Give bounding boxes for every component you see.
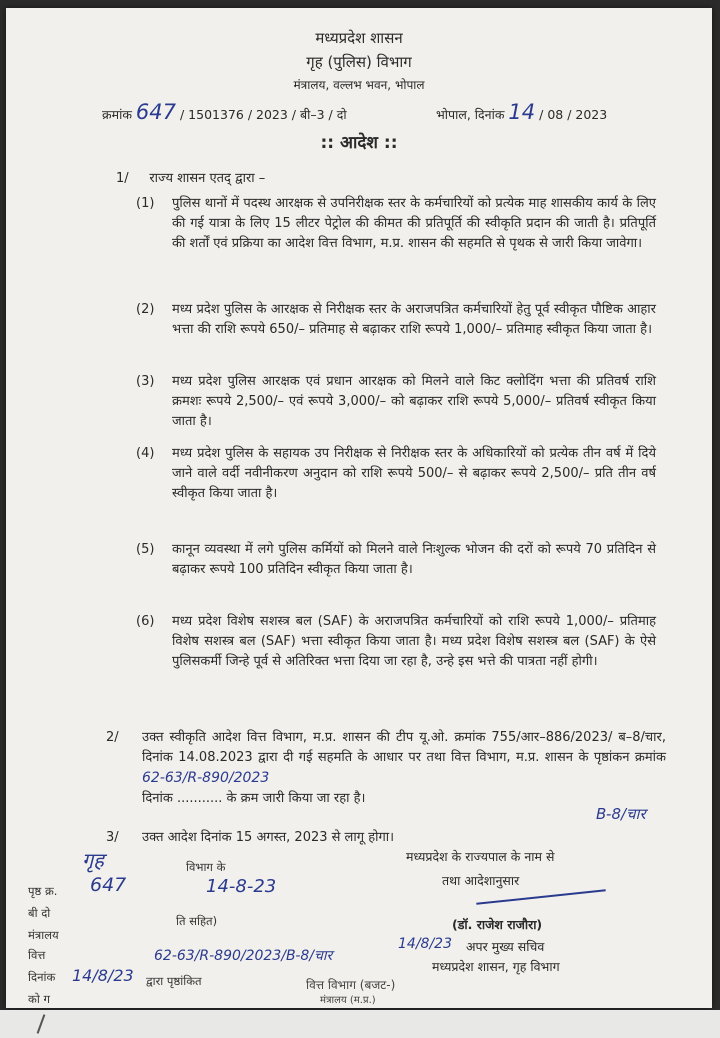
- reference-date: भोपाल, दिनांक 14 / 08 / 2023: [436, 100, 608, 124]
- forward-bdo-label: बी दो: [28, 906, 51, 920]
- signatory-name: (डॉ. राजेश राजौरा): [452, 917, 543, 932]
- section-3: 3/ उक्त आदेश दिनांक 15 अगस्त, 2023 से लागू होगा।: [106, 830, 395, 845]
- forward-dept-label: विभाग के: [186, 860, 226, 874]
- signature-scribble: [476, 889, 605, 905]
- handwritten-endorsement-ref: 62-63/R-890/2023: [142, 770, 270, 786]
- department-name: गृह (पुलिस) विभाग: [306, 53, 412, 71]
- next-page-strip: [0, 1010, 720, 1038]
- govt-name: मध्यप्रदेश शासन: [315, 29, 403, 47]
- signatory-designation: अपर मुख्य सचिव: [466, 939, 545, 954]
- forward-ko-label: को ग: [28, 992, 50, 1006]
- handwritten-day: 14: [508, 100, 536, 124]
- handwritten-branch: B-8/चार: [596, 805, 646, 823]
- authority-line-2: तथा आदेशानुसार: [442, 873, 520, 888]
- handwritten-forward-dept: गृह: [82, 848, 104, 872]
- forward-endorsed-label: द्वारा पृष्ठांकित: [146, 974, 202, 988]
- clause-4: (4) मध्य प्रदेश पुलिस के सहायक उप निरीक्षक से निरीक्षक स्तर के अधिकारियों को प्रत्येक तीन वर्ष में दिये जाने वाले वर्दी नवीनीकरण अनुदान को राशि रूपये 500/– से बढ़ाकर रूपये 2,500/– प्रति तीन वर्ष स्वीकृत किया जाता है।: [136, 446, 656, 501]
- reference-number: क्रमांक 647 / 1501376 / 2023 / बी–3 / दो: [102, 100, 347, 124]
- handwritten-ref-no: 647: [135, 100, 176, 124]
- clause-6: (6) मध्य प्रदेश विशेष सशस्त्र बल (SAF) के अराजपत्रित कर्मचारियों को राशि रूपये 1,000/– प्रतिमाह विशेष सशस्त्र बल (SAF) भत्ता स्वीकृत किया जाता है। मध्य प्रदेश विशेष सशस्त्र बल (SAF) के ऐसे पुलिसकर्मी जिन्हे पूर्व से अतिरिक्त भत्ता दिया जा रहा है, उन्हे इस भत्ते की पात्रता नहीं होगी।: [136, 614, 656, 669]
- forward-date-2: 14/8/23: [72, 966, 134, 985]
- clause-3: (3) मध्य प्रदेश पुलिस आरक्षक एवं प्रधान आरक्षक को मिलने वाले किट क्लोदिंग भत्ता की प्रतिवर्ष राशि क्रमशः रूपये 2,500/– एवं रूपये 3,000/– को बढ़ाकर राशि रूपये 5,000/– प्रतिवर्ष स्वीकृत किया जाता है।: [136, 374, 656, 429]
- finance-stamp-line1: वित्त विभाग (बजट-): [306, 978, 396, 992]
- document-page: [6, 8, 712, 1008]
- office-address: मंत्रालय, वल्लभ भवन, भोपाल: [293, 78, 425, 92]
- forward-mantralaya-label: मंत्रालय: [28, 928, 59, 942]
- forward-date-label: दिनांक: [28, 970, 56, 984]
- forward-finance-label: वित्त: [28, 948, 46, 962]
- clause-2: (2) मध्य प्रदेश पुलिस के आरक्षक से निरीक्षक स्तर के अराजपत्रित कर्मचारियों हेतु पूर्व स्वीकृत पौष्टिक आहार भत्ता की राशि रूपये 650/– प्रतिमाह से बढ़ाकर राशि रूपये 1,000/– प्रतिमाह स्वीकृत किया जाता है।: [136, 302, 656, 337]
- clause-1: (1) पुलिस थानों में पदस्थ आरक्षक से उपनिरीक्षक स्तर के कर्मचारियों को प्रत्येक माह शासकीय कार्य के लिए की गई यात्रा के लिए 15 लीटर पेट्रोल की कीमत की प्रतिपूर्ति की स्वीकृति प्रदान की जाती है। प्रतिपूर्ति की शर्तों एवं प्रक्रिया का आदेश वित्त विभाग, म.प्र. शासन की सहमति से पृथक से जारी किया जावेगा।: [136, 196, 656, 251]
- finance-stamp-line2: मंत्रालय (म.प्र.): [320, 995, 376, 1006]
- forward-page-no: 647: [90, 874, 127, 896]
- section-1-intro: 1/ राज्य शासन एतद् द्वारा –: [116, 171, 266, 186]
- order-title: :: आदेश ::: [320, 133, 398, 153]
- pen-mark: [37, 1014, 46, 1033]
- forward-date-1: 14-8-23: [206, 876, 277, 897]
- signatory-department: मध्यप्रदेश शासन, गृह विभाग: [432, 959, 560, 974]
- signature-date: 14/8/23: [398, 936, 452, 952]
- forward-attached-label: ति सहित): [176, 914, 218, 928]
- authority-line: मध्यप्रदेश के राज्यपाल के नाम से: [406, 849, 555, 864]
- forward-page-label: पृष्ठ क्र.: [28, 884, 58, 898]
- section-2: 2/ उक्त स्वीकृति आदेश वित्त विभाग, म.प्र. शासन की टीप यू.ओ. क्रमांक 755/आर–886/2023/ ब–8/चार, दिनांक 14.08.2023 द्वारा दी गई सहमति के आधार पर तथा वित्त विभाग, म.प्र. शासन के पृष्ठांकन क्रमांक 62-63/R-890/2023 दिनांक ........... के क्रम जारी किया जा रहा है।: [106, 730, 666, 806]
- forward-endorsement-ref: 62-63/R-890/2023/B-8/चार: [154, 948, 333, 964]
- clause-5: (5) कानून व्यवस्था में लगे पुलिस कर्मियों को मिलने वाले निःशुल्क भोजन की दरों को रूपये 70 प्रतिदिन से बढ़ाकर रूपये 100 प्रतिदिन स्वीकृत किया जाता है।: [136, 542, 656, 577]
